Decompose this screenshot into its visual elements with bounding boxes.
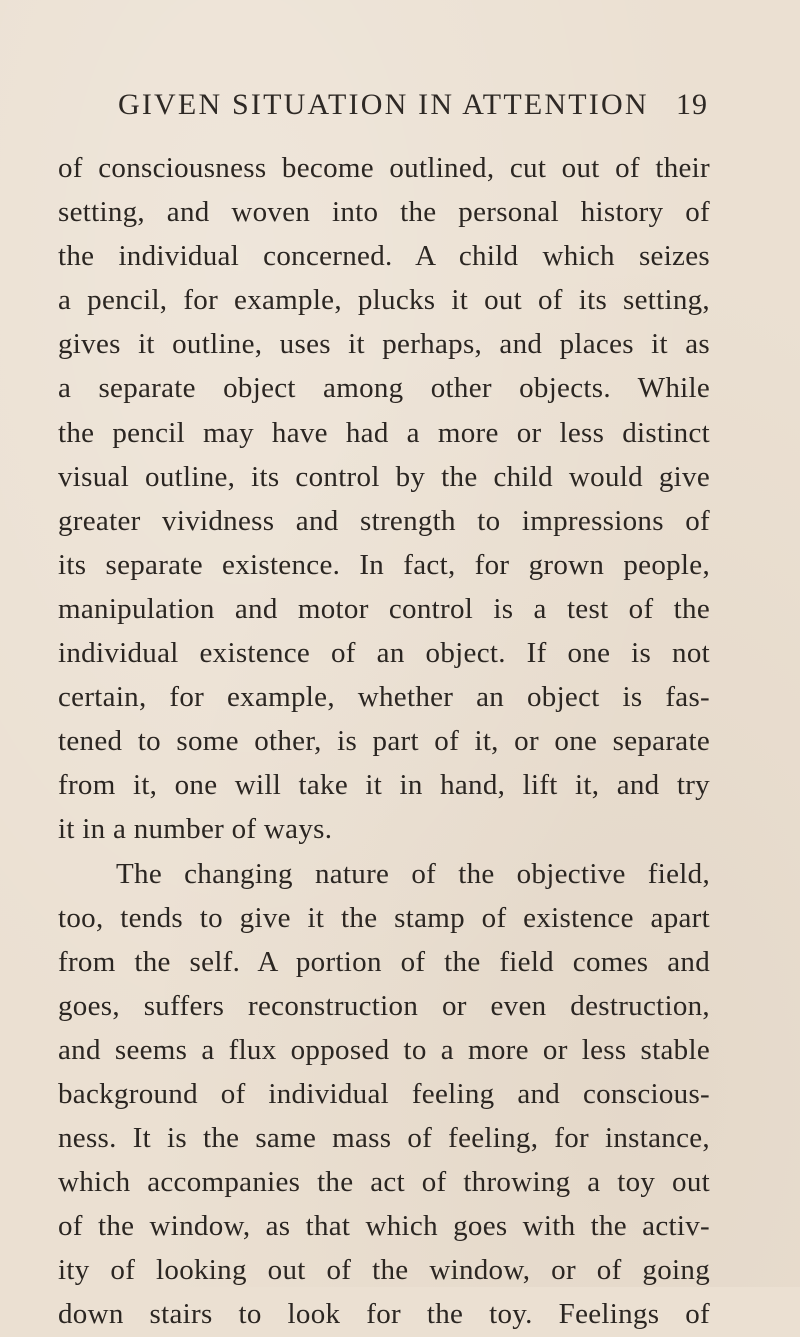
text-line: goes, suffers reconstruction or even destruction, <box>58 989 710 1022</box>
text-line: and seems a flux opposed to a more or less stable <box>58 1033 710 1066</box>
text-line: too, tends to give it the stamp of existence apart <box>58 901 710 934</box>
text-line: from it, one will take it in hand, lift it, and try <box>58 769 710 802</box>
text-line: greater vividness and strength to impressions of <box>58 504 710 537</box>
text-line: manipulation and motor control is a test of the <box>58 592 710 625</box>
text-line: individual existence of an object. If one is not <box>58 637 710 670</box>
text-line: gives it outline, uses it perhaps, and places it as <box>58 328 710 361</box>
text-line: tened to some other, is part of it, or one separate <box>58 725 710 758</box>
text-line: ity of looking out of the window, or of going <box>58 1254 710 1287</box>
text-line: background of individual feeling and conscious- <box>58 1077 710 1110</box>
paragraph-end-line: it in a number of ways. <box>58 813 333 846</box>
page-number: 19 <box>676 88 708 121</box>
running-head-title: GIVEN SITUATION IN ATTENTION <box>118 88 649 121</box>
text-line: setting, and woven into the personal history of <box>58 196 710 229</box>
text-line: from the self. A portion of the field comes and <box>58 945 710 978</box>
text-line: the individual concerned. A child which seizes <box>58 240 710 273</box>
body-text <box>58 146 710 1337</box>
text-line: a pencil, for example, plucks it out of its setting, <box>58 284 710 317</box>
paragraph-start-line: The changing nature of the objective field, <box>116 857 710 890</box>
running-head <box>118 88 708 128</box>
text-line: the pencil may have had a more or less distinct <box>58 416 710 449</box>
text-line: ness. It is the same mass of feeling, for instance, <box>58 1122 710 1155</box>
text-line: of the window, as that which goes with the activ- <box>58 1210 710 1243</box>
text-line: its separate existence. In fact, for grown people, <box>58 548 710 581</box>
text-line: certain, for example, whether an object is fas- <box>58 681 710 714</box>
text-line: visual outline, its control by the child would give <box>58 460 710 493</box>
text-line: which accompanies the act of throwing a toy out <box>58 1166 710 1199</box>
text-line: of consciousness become outlined, cut out of their <box>58 152 710 184</box>
text-line: down stairs to look for the toy. Feelings of <box>58 1298 710 1331</box>
text-line: a separate object among other objects. While <box>58 372 710 405</box>
